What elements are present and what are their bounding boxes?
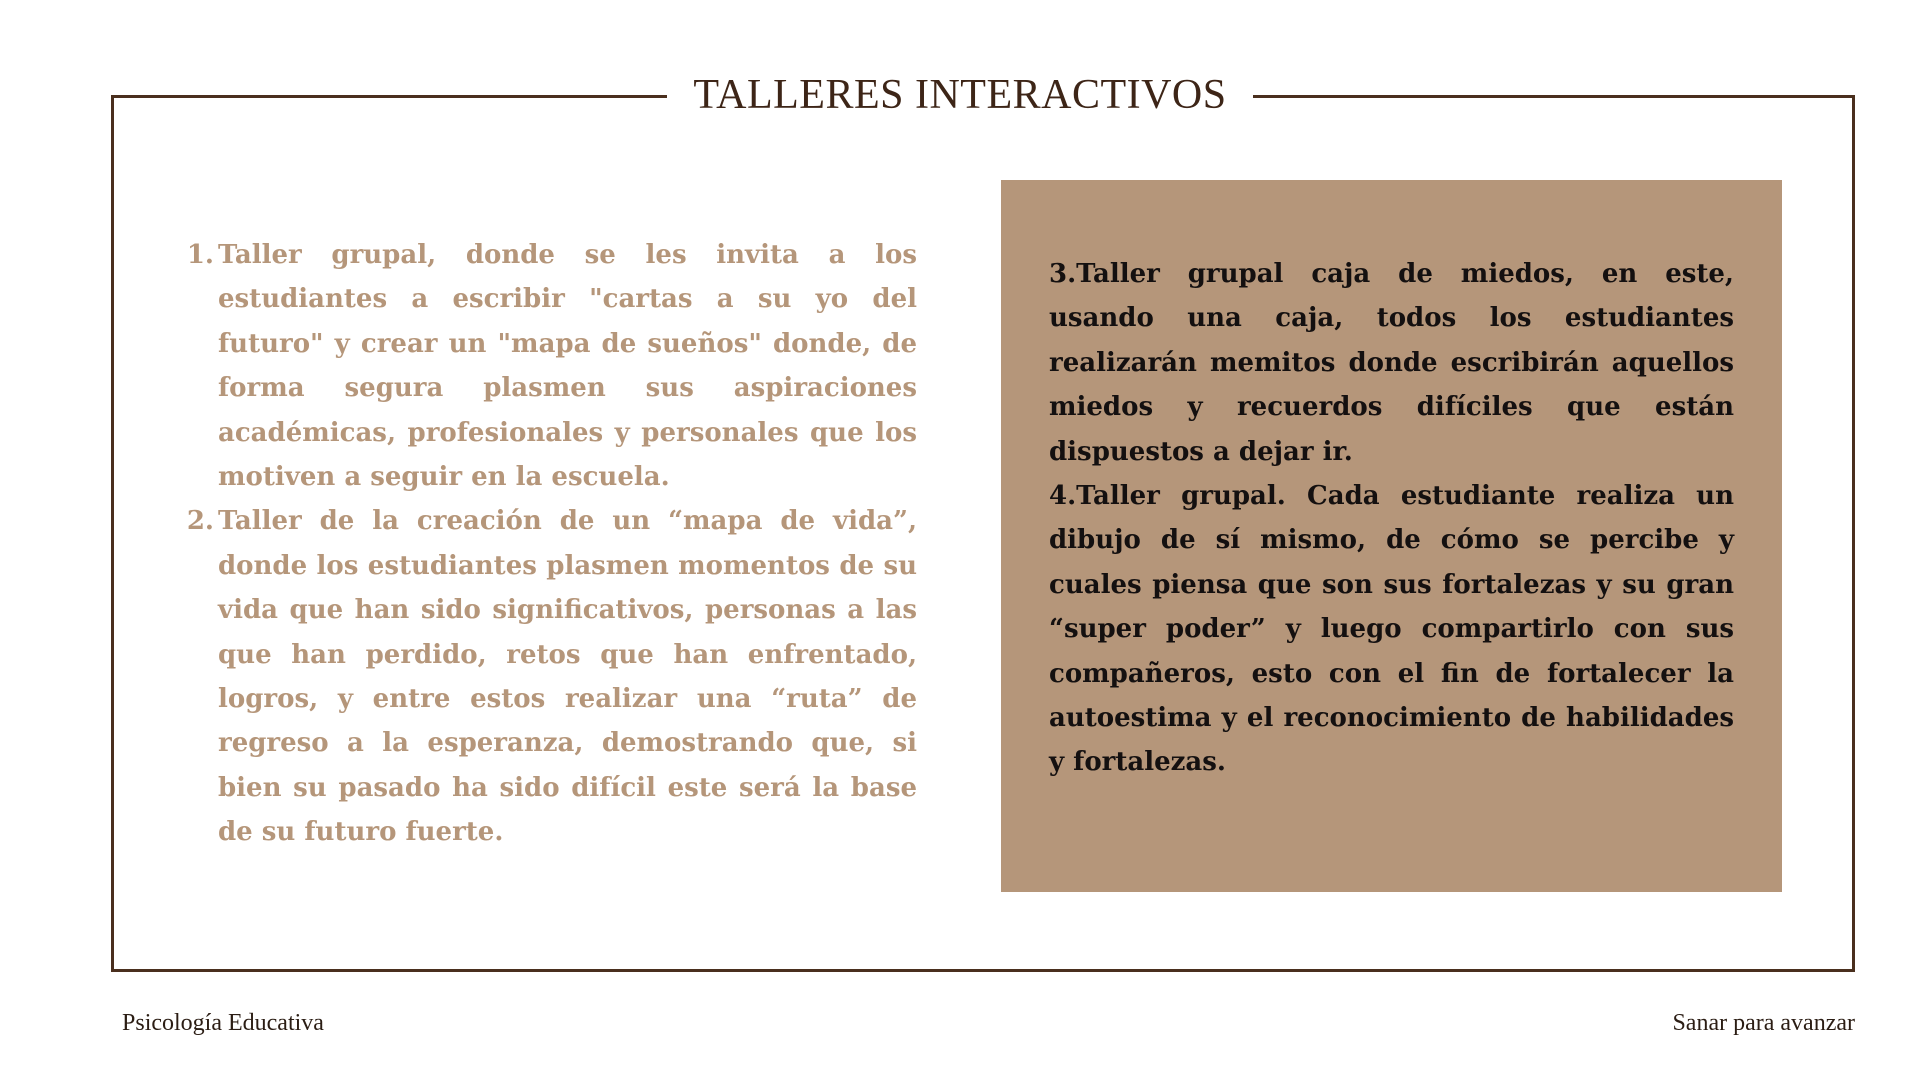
page-title: TALLERES INTERACTIVOS: [667, 66, 1252, 124]
list-item-number: 2.: [186, 506, 214, 537]
workshop-list-left: [180, 233, 917, 855]
list-item: [180, 499, 917, 854]
footer-tagline: Sanar para avanzar: [1672, 1010, 1855, 1036]
list-item: [180, 233, 917, 499]
list-item-number: 1.: [186, 240, 214, 270]
list-item-text: Taller de la creación de un “mapa de vida”, donde los estudiantes plasmen momentos de su vida que han sido significativos, personas a las que han perdido, retos que han enfrentado, logros, y entre estos realizar una “ruta” de regreso a la esperanza, demostrando que, si bien su pasado ha sido difícil este será la base de su futuro fuerte.: [218, 506, 917, 848]
footer-subject: Psicología Educativa: [122, 1010, 324, 1036]
workshop-item-3: 3.Taller grupal caja de miedos, en este, usando una caja, todos los estudiantes realizarán memitos donde escribirán aquellos miedos y recuerdos difíciles que están dispuestos a dejar ir.: [1049, 259, 1734, 467]
title-wrapper: [0, 66, 1920, 124]
list-item-text: Taller grupal, donde se les invita a los estudiantes a escribir "cartas a su yo del futuro" y crear un "mapa de sueños" donde, de forma segura plasmen sus aspiraciones académicas, profesionales y personales que los motiven a seguir en la escuela.: [218, 240, 917, 493]
workshop-item-4: 4.Taller grupal. Cada estudiante realiza un dibujo de sí mismo, de cómo se percibe y cuales piensa que son sus fortalezas y su gran “super poder” y luego compartirlo con sus compañeros, esto con el fin de fortalecer la autoestima y el reconocimiento de habilidades y fortalezas.: [1049, 481, 1734, 778]
workshop-box-right: [1001, 180, 1782, 892]
